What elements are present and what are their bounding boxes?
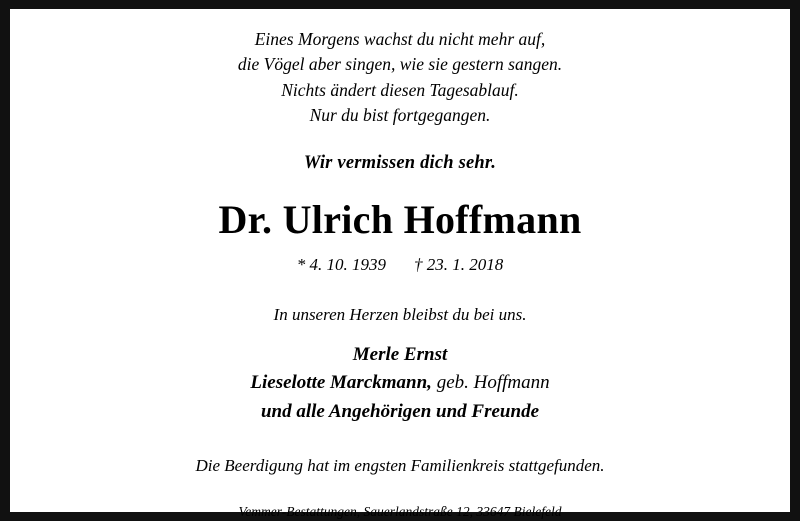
obituary-content (10, 21, 790, 520)
survivor-name-2: Lieselotte Marckmann, (250, 372, 432, 393)
poem-block (10, 27, 790, 129)
funeral-home-info: Vemmer-Bestattungen, Sauerlandstraße 12, 33647 Bielefeld (238, 504, 562, 519)
funeral-note: Die Beerdigung hat im engsten Familienkreis stattgefunden. (195, 456, 605, 475)
survivor-line-1 (10, 341, 790, 370)
survivor-suffix-2: geb. Hoffmann (431, 372, 550, 393)
survivor-name-1: Merle Ernst (352, 343, 448, 365)
death-date: † 23. 1. 2018 (414, 254, 504, 274)
poem-line-2: die Vögel aber singen, wie sie gestern sangen. (237, 54, 563, 75)
deceased-name: Dr. Ulrich Hoffmann (218, 196, 582, 242)
hearts-line: In unseren Herzen bleibst du bei uns. (273, 304, 527, 324)
life-dates (10, 255, 790, 275)
survivor-line-3 (10, 398, 790, 427)
miss-line: Wir vermissen dich sehr. (303, 152, 497, 173)
poem-line-3: Nichts ändert diesen Tagesablauf. (281, 79, 519, 100)
survivor-name-3: und alle Angehörigen und Freunde (260, 400, 540, 422)
survivor-line-2 (10, 369, 790, 398)
survivors-block (10, 341, 790, 427)
birth-date: * 4. 10. 1939 (296, 254, 386, 274)
poem-line-4: Nur du bist fortgegangen. (309, 105, 491, 126)
poem-line-1: Eines Morgens wachst du nicht mehr auf, (254, 29, 546, 49)
